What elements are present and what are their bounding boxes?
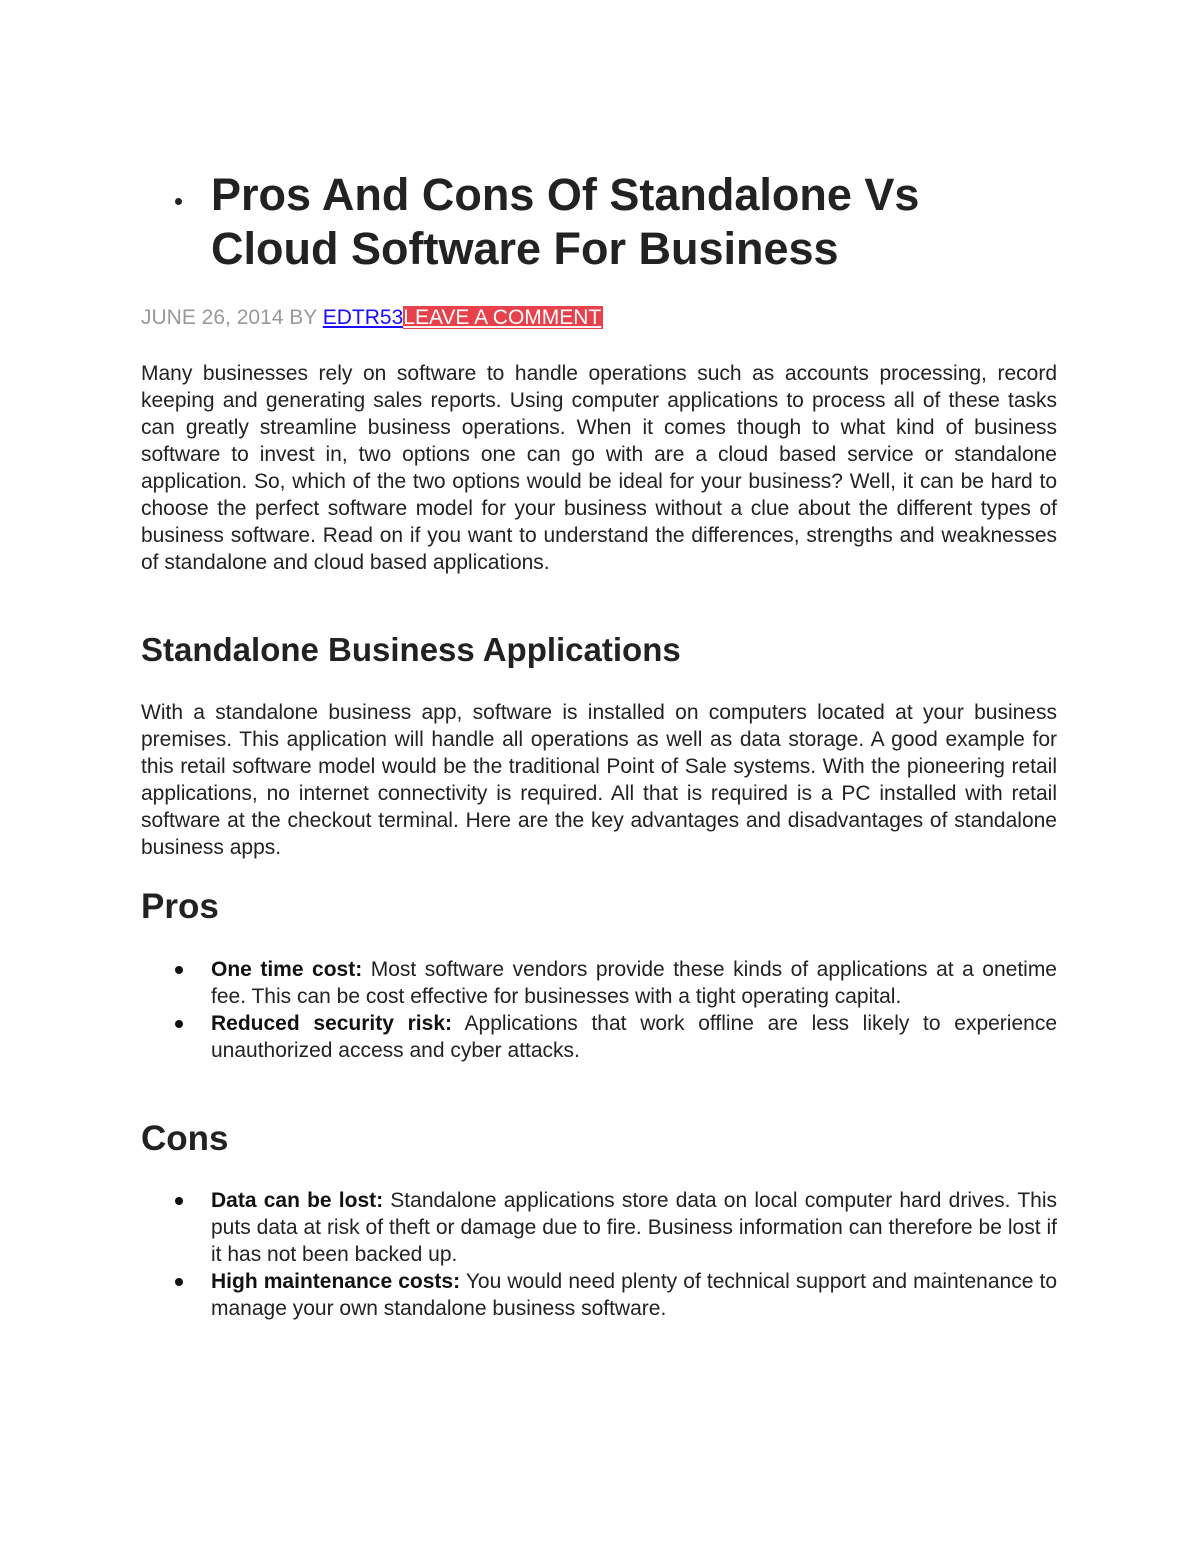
post-date: JUNE 26, 2014 BY: [141, 306, 323, 329]
item-label: High maintenance costs:: [211, 1270, 461, 1293]
standalone-paragraph: With a standalone business app, software is installed on computers located at your business premises. This application will handle all operations as well as data storage. A good example for this retail software model would be the traditional Point of Sale systems. With the pioneering retail applications, no internet connectivity is required. All that is required is a PC installed with retail software at the checkout terminal. Here are the key advantages and disadvantages of standalone business apps.: [141, 701, 1057, 859]
item-text: Applications that work offline are less likely to experience unauthorized access and cyber attacks.: [211, 1012, 1058, 1062]
article-meta: [141, 304, 603, 332]
item-text: Standalone applications store data on local computer hard drives. This puts data at risk of theft or damage due to fire. Business information can therefore be lost if it has not been backed up.: [211, 1189, 1057, 1266]
article-title: Pros And Cons Of Standalone Vs Cloud Software For Business: [211, 169, 920, 274]
pros-heading: Pros: [141, 887, 219, 926]
item-label: Data can be lost:: [211, 1189, 384, 1212]
intro-paragraph: Many businesses rely on software to handle operations such as accounts processing, record keeping and generating sales reports. Using computer applications to process all of these tasks can greatly streamline business operations. When it comes though to what kind of business software to invest in, two options one can go with are a cloud based service or standalone application. So, which of the two options would be ideal for your business? Well, it can be hard to choose the perfect software model for your business without a clue about the different types of business software. Read on if you want to understand the differences, strengths and weaknesses of standalone and cloud based applications.: [141, 362, 1057, 574]
title-list-item: [141, 168, 1057, 276]
title-list: [141, 168, 1057, 276]
item-text: You would need plenty of technical support and maintenance to manage your own standalone business software.: [211, 1270, 1058, 1320]
bullet-icon: [175, 1020, 183, 1028]
item-label: Reduced security risk:: [211, 1012, 452, 1035]
leave-comment-link[interactable]: LEAVE A COMMENT: [403, 306, 602, 329]
list-item: [141, 956, 1057, 1010]
bullet-icon: [175, 966, 183, 974]
bullet-icon: [175, 1278, 183, 1286]
cons-heading: Cons: [141, 1119, 229, 1158]
item-text: Most software vendors provide these kinds of applications at a onetime fee. This can be cost effective for businesses with a tight operating capital.: [211, 958, 1057, 1008]
list-item: [141, 1010, 1057, 1064]
pros-list: [141, 956, 1057, 1064]
item-label: One time cost:: [211, 958, 363, 981]
list-item: [141, 1268, 1057, 1322]
bullet-icon: [175, 1197, 183, 1205]
bullet-icon: [175, 198, 182, 205]
list-item: [141, 1187, 1057, 1268]
author-link[interactable]: EDTR53: [322, 306, 404, 329]
cons-list: [141, 1187, 1057, 1322]
standalone-heading: Standalone Business Applications: [141, 631, 681, 668]
